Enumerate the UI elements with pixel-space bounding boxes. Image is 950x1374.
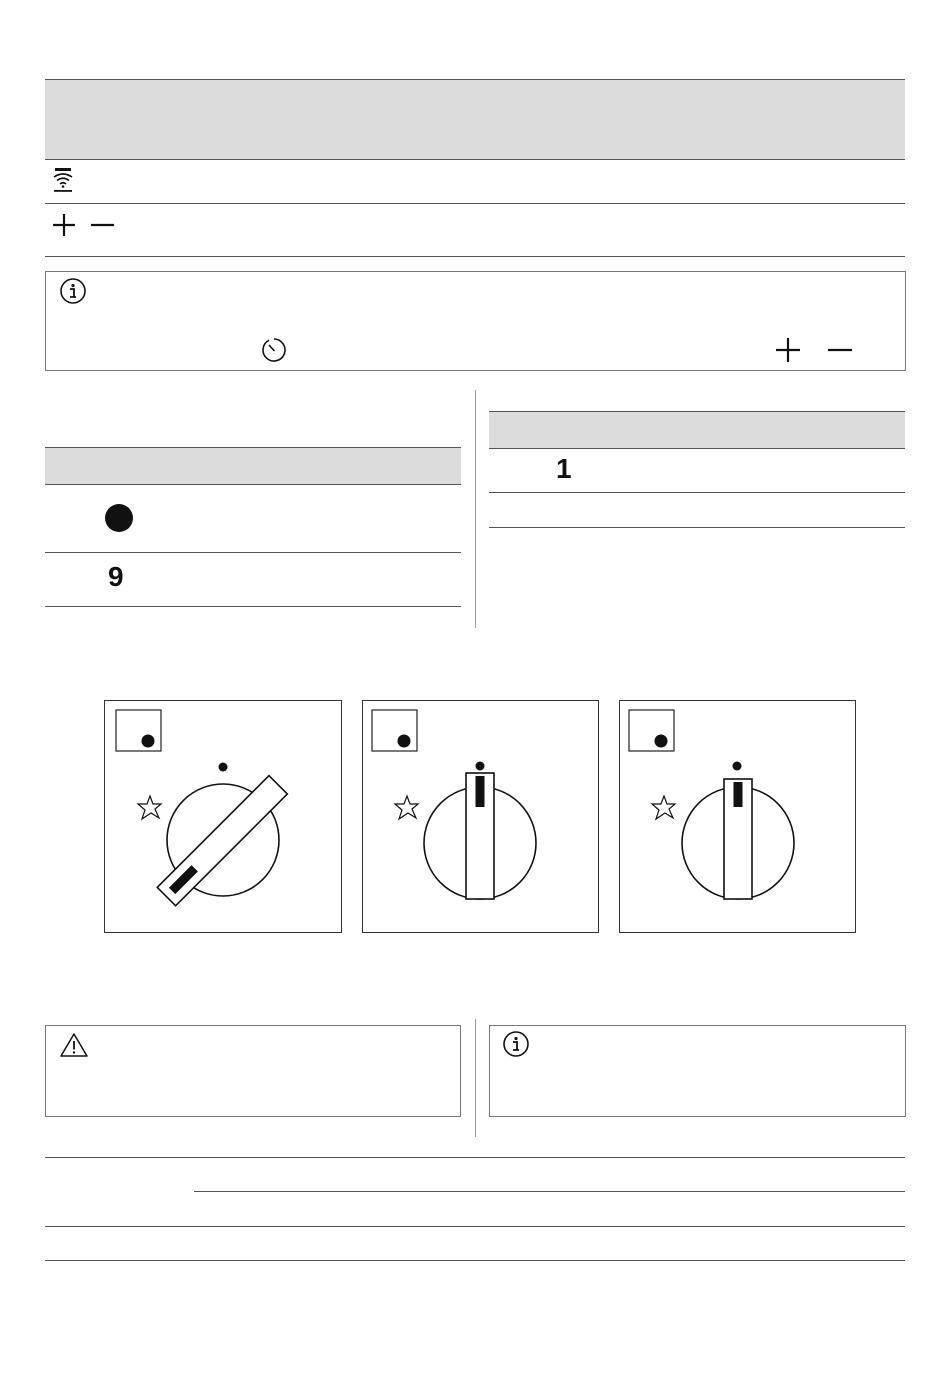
ignition-spark-icon [395,796,418,819]
table-rule [45,159,905,160]
table-rule [45,1157,905,1158]
column-divider [475,1019,476,1137]
plus-minus-icon [51,213,117,237]
indicator-box [629,710,674,751]
warning-icon [59,1032,89,1058]
knob-figure-drawing [104,700,342,933]
table-rule [45,203,905,204]
knob-figure-drawing [619,700,856,933]
table-rule [45,484,461,485]
position-mark [476,762,485,771]
table-header [45,80,905,159]
knob-figure-drawing [362,700,599,933]
filled-circle-icon [104,503,134,533]
table-rule [194,1191,905,1192]
level-symbol: 1 [556,453,572,484]
minus-icon [827,337,853,363]
level-symbol: 9 [108,561,124,592]
info-note [489,1025,906,1117]
table-rule [489,448,905,449]
hood-connectivity-icon [52,167,74,193]
plus-icon [775,337,801,363]
ignition-spark-icon [138,796,161,819]
indicator-dot-icon [142,735,155,748]
ignition-spark-icon [652,796,675,819]
position-mark [219,763,228,772]
indicator-box [116,710,161,751]
position-mark [733,762,742,771]
info-icon [502,1030,530,1058]
column-divider [475,390,476,628]
table-rule [45,1226,905,1227]
indicator-box [372,710,417,751]
table-rule [489,492,905,493]
table-rule [489,527,905,528]
info-icon [59,277,87,305]
warning-note [45,1025,461,1117]
table-rule [45,1260,905,1261]
table-rule [45,606,461,607]
table-header [489,412,905,448]
table-rule [45,552,461,553]
table-header [45,448,461,484]
table-rule [45,256,905,257]
indicator-dot-icon [398,735,411,748]
timer-icon [260,336,288,364]
indicator-dot-icon [655,735,668,748]
